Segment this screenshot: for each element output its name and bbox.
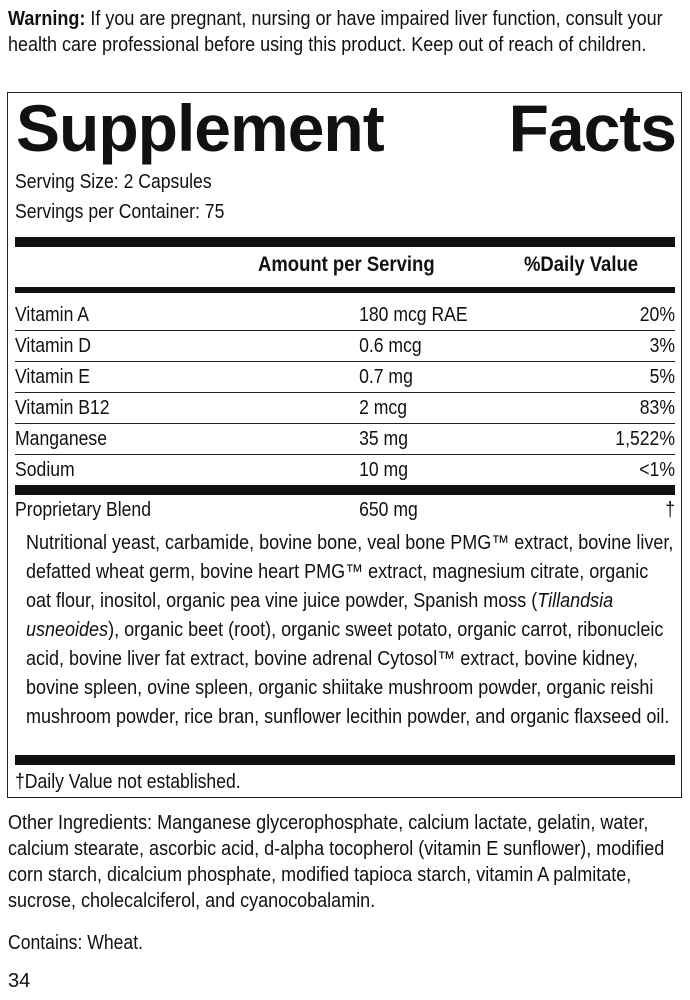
panel-title <box>16 93 676 163</box>
nutrient-row <box>15 300 675 330</box>
nutrient-daily-value: <1% <box>639 459 675 481</box>
nutrient-amount: 0.6 mcg <box>359 335 422 357</box>
nutrient-daily-value: 5% <box>649 366 675 388</box>
serving-size: Serving Size: 2 Capsules <box>15 171 212 193</box>
nutrient-name: Vitamin B12 <box>15 397 110 419</box>
header-daily-value: %Daily Value <box>524 253 639 276</box>
nutrient-name: Vitamin D <box>15 335 91 357</box>
nutrient-amount: 10 mg <box>359 459 409 481</box>
nutrient-amount: 35 mg <box>359 428 409 450</box>
nutrient-name: Vitamin A <box>15 304 90 326</box>
thick-divider-middle <box>15 485 675 495</box>
nutrient-daily-value: 83% <box>639 397 675 419</box>
title-word-facts: Facts <box>508 91 676 165</box>
nutrient-name: Vitamin E <box>15 366 91 388</box>
medium-divider <box>15 287 675 293</box>
blend-name: Proprietary Blend <box>15 499 151 521</box>
nutrient-amount: 0.7 mg <box>359 366 413 388</box>
supplement-facts-panel <box>7 92 682 798</box>
warning-text: If you are pregnant, nursing or have impaired liver function, consult your health care professional before using this product. Keep out of reach of children. <box>8 8 663 56</box>
other-ingredients: Other Ingredients: Manganese glycerophosphate, calcium lactate, gelatin, water, calcium stearate, ascorbic acid, d-alpha tocopherol (vitamin E sunflower), modified corn starch, dicalcium phosphate, modified tapioca starch, vitamin A palmitate, sucrose, cholecalciferol, and cyanocobalamin. <box>8 812 665 912</box>
proprietary-blend-row <box>15 495 675 525</box>
daily-value-footnote: †Daily Value not established. <box>15 771 241 793</box>
blend-daily-value: † <box>665 499 675 521</box>
nutrient-daily-value: 20% <box>639 304 675 326</box>
warning-label: Warning: <box>8 8 86 30</box>
nutrient-row <box>15 331 675 361</box>
nutrient-amount: 2 mcg <box>359 397 408 419</box>
blend-amount: 650 mg <box>359 499 418 521</box>
blend-ingredients-text-cont: ), organic beet (root), organic sweet potato, organic carrot, ribonucleic acid, bovine liver fat extract, bovine adrenal Cytosol™ extract, bovine kidney, bovine spleen, ovine spleen, organic shiitake mushroom powder, organic reishi mushroom powder, rice bran, sunflower lecithin powder, and organic flaxseed oil. <box>26 619 670 728</box>
nutrient-row <box>15 455 675 485</box>
thick-divider-top <box>15 237 675 247</box>
thick-divider-bottom <box>15 755 675 765</box>
nutrient-daily-value: 1,522% <box>615 428 675 450</box>
warning-statement <box>8 6 684 58</box>
blend-ingredients <box>26 529 674 732</box>
nutrient-name: Sodium <box>15 459 75 481</box>
header-amount-per-serving: Amount per Serving <box>258 253 435 276</box>
allergen-statement: Contains: Wheat. <box>8 932 144 954</box>
nutrient-name: Manganese <box>15 428 107 450</box>
nutrient-row <box>15 393 675 423</box>
blend-ingredients-text: Nutritional yeast, carbamide, bovine bone, veal bone PMG™ extract, bovine liver, defatted wheat germ, bovine heart PMG™ extract, magnesium citrate, organic oat flour, inositol, organic pea vine juice powder, Spanish moss ( <box>26 532 674 612</box>
servings-per-container: Servings per Container: 75 <box>15 201 225 223</box>
nutrient-amount: 180 mcg RAE <box>359 304 468 326</box>
nutrient-row <box>15 362 675 392</box>
nutrient-daily-value: 3% <box>649 335 675 357</box>
page-number: 34 <box>8 970 31 992</box>
nutrient-row <box>15 424 675 454</box>
blend-ingredients-italic: Tillandsia usneoides <box>26 590 614 641</box>
title-word-supplement: Supplement <box>16 91 384 165</box>
